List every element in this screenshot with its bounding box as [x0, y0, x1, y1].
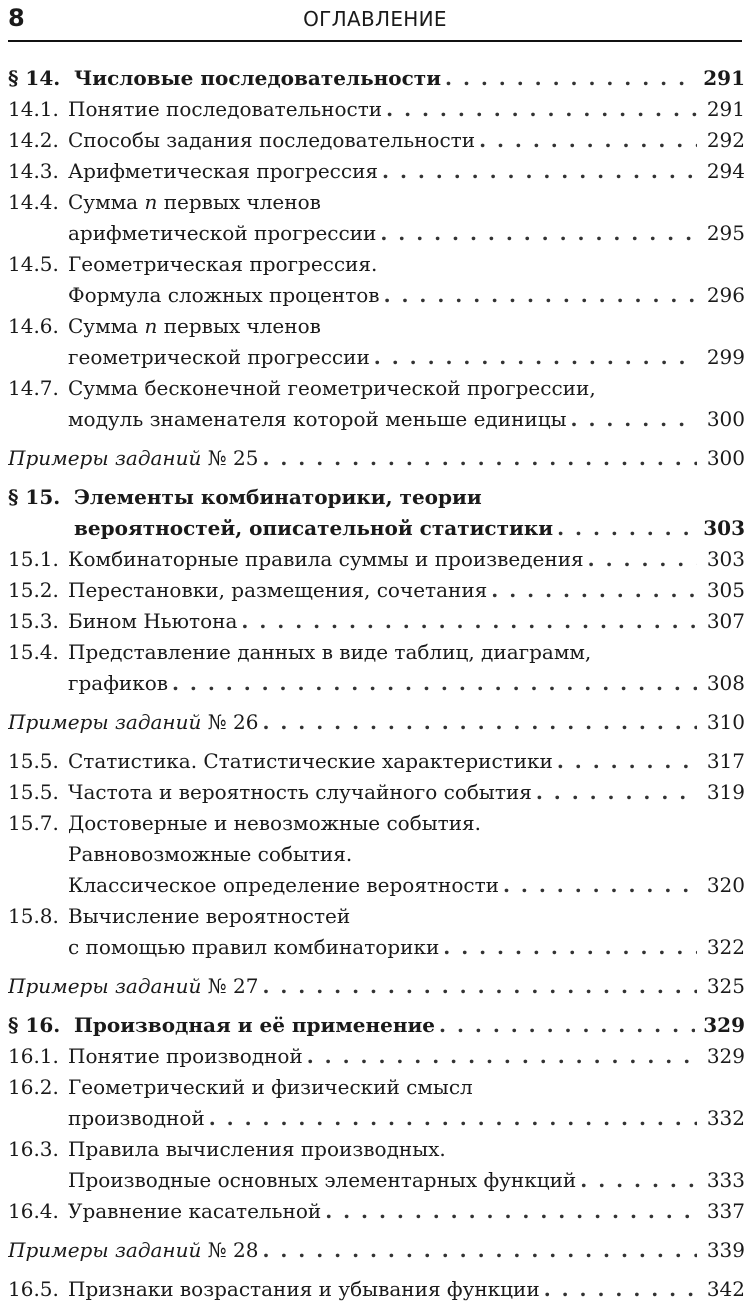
toc-entry-examples — [8, 707, 745, 738]
entry-title: Геометрическая прогрессия. — [68, 252, 378, 276]
page-ref: 308 — [706, 671, 745, 695]
toc-line — [8, 606, 745, 637]
dot-leader — [307, 1041, 697, 1072]
entry-number: 16.2. — [8, 1075, 59, 1099]
entry-gap — [8, 1266, 745, 1274]
toc-entry-item — [8, 808, 745, 901]
toc-entry-item — [8, 637, 745, 699]
entry-number: § 14. — [8, 66, 61, 90]
toc-line — [8, 342, 745, 373]
toc-entry-section — [8, 1010, 745, 1041]
title-part: Сумма — [68, 314, 145, 338]
entry-title: Понятие последовательности — [68, 97, 383, 121]
toc-line — [8, 746, 745, 777]
entry-title: Производная и её применение — [74, 1013, 436, 1037]
dot-leader — [380, 218, 697, 249]
running-title: ОГЛАВЛЕНИЕ — [303, 7, 447, 31]
entry-title: геометрической прогрессии — [68, 345, 370, 369]
toc-entry-item — [8, 125, 745, 156]
toc-line — [8, 1235, 745, 1266]
page-ref: 322 — [706, 935, 745, 959]
dot-leader — [571, 404, 697, 435]
entry-title: модуль знаменателя которой меньше единицы — [68, 407, 567, 431]
entry-number: 14.5. — [8, 252, 59, 276]
page-ref: 337 — [706, 1199, 745, 1223]
entry-title: вероятностей, описательной статистики — [74, 516, 554, 540]
entry-gap — [8, 1227, 745, 1235]
dot-leader — [209, 1103, 697, 1134]
entry-number: 15.1. — [8, 547, 59, 571]
page-ref: 303 — [703, 516, 745, 540]
dot-leader — [374, 342, 697, 373]
dot-leader — [588, 544, 697, 575]
entry-title: Элементы комбинаторики, теории — [74, 485, 482, 509]
entry-gap — [8, 963, 745, 971]
dot-leader — [557, 746, 697, 777]
entry-gap — [8, 738, 745, 746]
entry-title: Комбинаторные правила суммы и произведения — [68, 547, 584, 571]
entry-number: 15.2. — [8, 578, 59, 602]
toc-line — [8, 482, 745, 513]
page-ref: 300 — [706, 407, 745, 431]
toc-line — [8, 971, 745, 1002]
toc-entry-item — [8, 373, 745, 435]
dot-leader — [536, 777, 697, 808]
toc-line — [8, 311, 745, 342]
toc-entry-item — [8, 94, 745, 125]
entry-number: 16.1. — [8, 1044, 59, 1068]
toc-line — [8, 901, 745, 932]
dot-leader — [503, 870, 697, 901]
toc-entry-item — [8, 606, 745, 637]
page-header — [8, 0, 742, 42]
entry-gap — [8, 1002, 745, 1010]
entry-number: § 15. — [8, 485, 61, 509]
page-ref: 329 — [703, 1013, 745, 1037]
dot-leader — [172, 668, 697, 699]
dot-leader — [325, 1196, 697, 1227]
dot-leader — [241, 606, 697, 637]
page-ref: 299 — [706, 345, 745, 369]
entry-number: 14.6. — [8, 314, 59, 338]
entry-title: Уравнение касательной — [68, 1199, 322, 1223]
dot-leader — [580, 1165, 697, 1196]
entry-title — [8, 443, 258, 474]
entry-title: Равновозможные события. — [68, 842, 353, 866]
entry-number: 14.2. — [8, 128, 59, 152]
page-ref: 339 — [706, 1238, 745, 1262]
entry-title — [8, 971, 258, 1002]
toc-entry-item — [8, 1041, 745, 1072]
toc-entry-item — [8, 1134, 745, 1196]
toc-entry-item — [8, 544, 745, 575]
entry-title: Статистика. Статистические характеристики — [68, 749, 553, 773]
toc-line — [8, 94, 745, 125]
toc-line — [8, 1165, 745, 1196]
toc-line — [8, 373, 745, 404]
dot-leader — [382, 156, 697, 187]
toc-line — [8, 575, 745, 606]
page-ref: 307 — [706, 609, 745, 633]
toc-line — [8, 280, 745, 311]
toc-line — [8, 443, 745, 474]
entry-title — [68, 187, 321, 218]
toc-line — [8, 156, 745, 187]
toc-line — [8, 63, 745, 94]
toc-line — [8, 249, 745, 280]
page-ref: 296 — [706, 283, 745, 307]
toc-line — [8, 1072, 745, 1103]
toc-entry-item — [8, 1072, 745, 1134]
examples-number: № 28 — [201, 1238, 259, 1262]
toc-entry-item — [8, 901, 745, 963]
toc-entry-item — [8, 249, 745, 311]
dot-leader — [262, 971, 697, 1002]
toc-line — [8, 637, 745, 668]
toc-line — [8, 404, 745, 435]
entry-title: Числовые последовательности — [74, 66, 442, 90]
page-ref: 291 — [703, 66, 745, 90]
entry-title: арифметической прогрессии — [68, 221, 377, 245]
dot-leader — [262, 1235, 697, 1266]
entry-gap — [8, 435, 745, 443]
entry-title — [8, 1235, 258, 1266]
entry-number: 14.3. — [8, 159, 59, 183]
toc-line — [8, 125, 745, 156]
toc-entry-item — [8, 156, 745, 187]
entry-title: производной — [68, 1106, 205, 1130]
page-ref: 305 — [706, 578, 745, 602]
toc-entry-section — [8, 63, 745, 94]
examples-number: № 26 — [201, 710, 259, 734]
page-ref: 329 — [706, 1044, 745, 1068]
toc-line — [8, 1041, 745, 1072]
entry-title: Способы задания последовательности — [68, 128, 476, 152]
toc-line — [8, 1010, 745, 1041]
page-ref: 333 — [706, 1168, 745, 1192]
page-ref: 319 — [706, 780, 745, 804]
entry-number: 14.7. — [8, 376, 59, 400]
toc-line — [8, 1134, 745, 1165]
entry-title: Классическое определение вероятности — [68, 873, 499, 897]
entry-title: Достоверные и невозможные события. — [68, 811, 482, 835]
toc-line — [8, 218, 745, 249]
dot-leader — [439, 1010, 695, 1041]
toc-line — [8, 839, 745, 870]
toc-entry-section — [8, 482, 745, 544]
entry-title: Представление данных в виде таблиц, диаграмм, — [68, 640, 592, 664]
page-ref: 303 — [706, 547, 745, 571]
toc-entry-item — [8, 1274, 745, 1305]
dot-leader — [491, 575, 697, 606]
entry-title: графиков — [68, 671, 168, 695]
toc-line — [8, 187, 745, 218]
toc-entry-item — [8, 187, 745, 249]
entry-number: 16.4. — [8, 1199, 59, 1223]
toc-entry-item — [8, 311, 745, 373]
page-ref: 317 — [706, 749, 745, 773]
toc-line — [8, 932, 745, 963]
examples-label: Примеры заданий — [8, 974, 202, 998]
examples-number: № 25 — [201, 446, 259, 470]
examples-label: Примеры заданий — [8, 710, 202, 734]
toc-entry-examples — [8, 443, 745, 474]
math-variable: n — [144, 314, 158, 338]
entry-title — [8, 707, 258, 738]
page-ref: 310 — [706, 710, 745, 734]
entry-title: Сумма бесконечной геометрической прогрессии, — [68, 376, 596, 400]
entry-title — [68, 311, 321, 342]
dot-leader — [445, 63, 695, 94]
entry-number: 15.4. — [8, 640, 59, 664]
toc-line — [8, 1103, 745, 1134]
title-part: Сумма — [68, 190, 145, 214]
toc-line — [8, 870, 745, 901]
entry-title: Бином Ньютона — [68, 609, 238, 633]
page-ref: 342 — [706, 1277, 745, 1301]
entry-title: Понятие производной — [68, 1044, 303, 1068]
entry-gap — [8, 699, 745, 707]
entry-gap — [8, 474, 745, 482]
examples-label: Примеры заданий — [8, 1238, 202, 1262]
toc-entry-examples — [8, 971, 745, 1002]
entry-number: 15.7. — [8, 811, 59, 835]
entry-number: 14.4. — [8, 190, 59, 214]
entry-number: 15.3. — [8, 609, 59, 633]
page-ref: 291 — [706, 97, 745, 121]
entry-title: Производные основных элементарных функций — [68, 1168, 577, 1192]
entry-title: Признаки возрастания и убывания функции — [68, 1277, 540, 1301]
entry-number: § 16. — [8, 1013, 61, 1037]
entry-title: Вычисление вероятностей — [68, 904, 351, 928]
entry-title: Частота и вероятность случайного события — [68, 780, 532, 804]
math-variable: n — [144, 190, 158, 214]
dot-leader — [262, 707, 697, 738]
page-ref: 300 — [706, 446, 745, 470]
dot-leader — [443, 932, 697, 963]
entry-title: Правила вычисления производных. — [68, 1137, 446, 1161]
dot-leader — [386, 94, 697, 125]
page-ref: 332 — [706, 1106, 745, 1130]
table-of-contents — [8, 63, 745, 1305]
dot-leader — [557, 513, 695, 544]
toc-entry-examples — [8, 1235, 745, 1266]
page-number: 8 — [8, 4, 25, 32]
entry-number: 14.1. — [8, 97, 59, 121]
page-ref: 325 — [706, 974, 745, 998]
toc-line — [8, 668, 745, 699]
entry-number: 15.5. — [8, 749, 59, 773]
entry-title: Перестановки, размещения, сочетания — [68, 578, 488, 602]
entry-title: Геометрический и физический смысл — [68, 1075, 473, 1099]
page-ref: 294 — [706, 159, 745, 183]
entry-number: 15.5. — [8, 780, 59, 804]
dot-leader — [262, 443, 697, 474]
entry-title: Арифметическая прогрессия — [68, 159, 379, 183]
page-ref: 320 — [706, 873, 745, 897]
entry-number: 16.3. — [8, 1137, 59, 1161]
toc-entry-item — [8, 746, 745, 777]
toc-line — [8, 1196, 745, 1227]
dot-leader — [384, 280, 697, 311]
toc-line — [8, 707, 745, 738]
entry-title: Формула сложных процентов — [68, 283, 380, 307]
dot-leader — [479, 125, 697, 156]
entry-title: с помощью правил комбинаторики — [68, 935, 440, 959]
page-ref: 295 — [706, 221, 745, 245]
toc-line — [8, 544, 745, 575]
page-ref: 292 — [706, 128, 745, 152]
examples-label: Примеры заданий — [8, 446, 202, 470]
toc-line — [8, 513, 745, 544]
toc-entry-item — [8, 575, 745, 606]
dot-leader — [544, 1274, 697, 1305]
toc-entry-item — [8, 1196, 745, 1227]
toc-line — [8, 1274, 745, 1305]
entry-number: 15.8. — [8, 904, 59, 928]
toc-line — [8, 808, 745, 839]
examples-number: № 27 — [201, 974, 259, 998]
entry-number: 16.5. — [8, 1277, 59, 1301]
title-part: первых членов — [157, 314, 321, 338]
toc-entry-item — [8, 777, 745, 808]
title-part: первых членов — [157, 190, 321, 214]
toc-line — [8, 777, 745, 808]
